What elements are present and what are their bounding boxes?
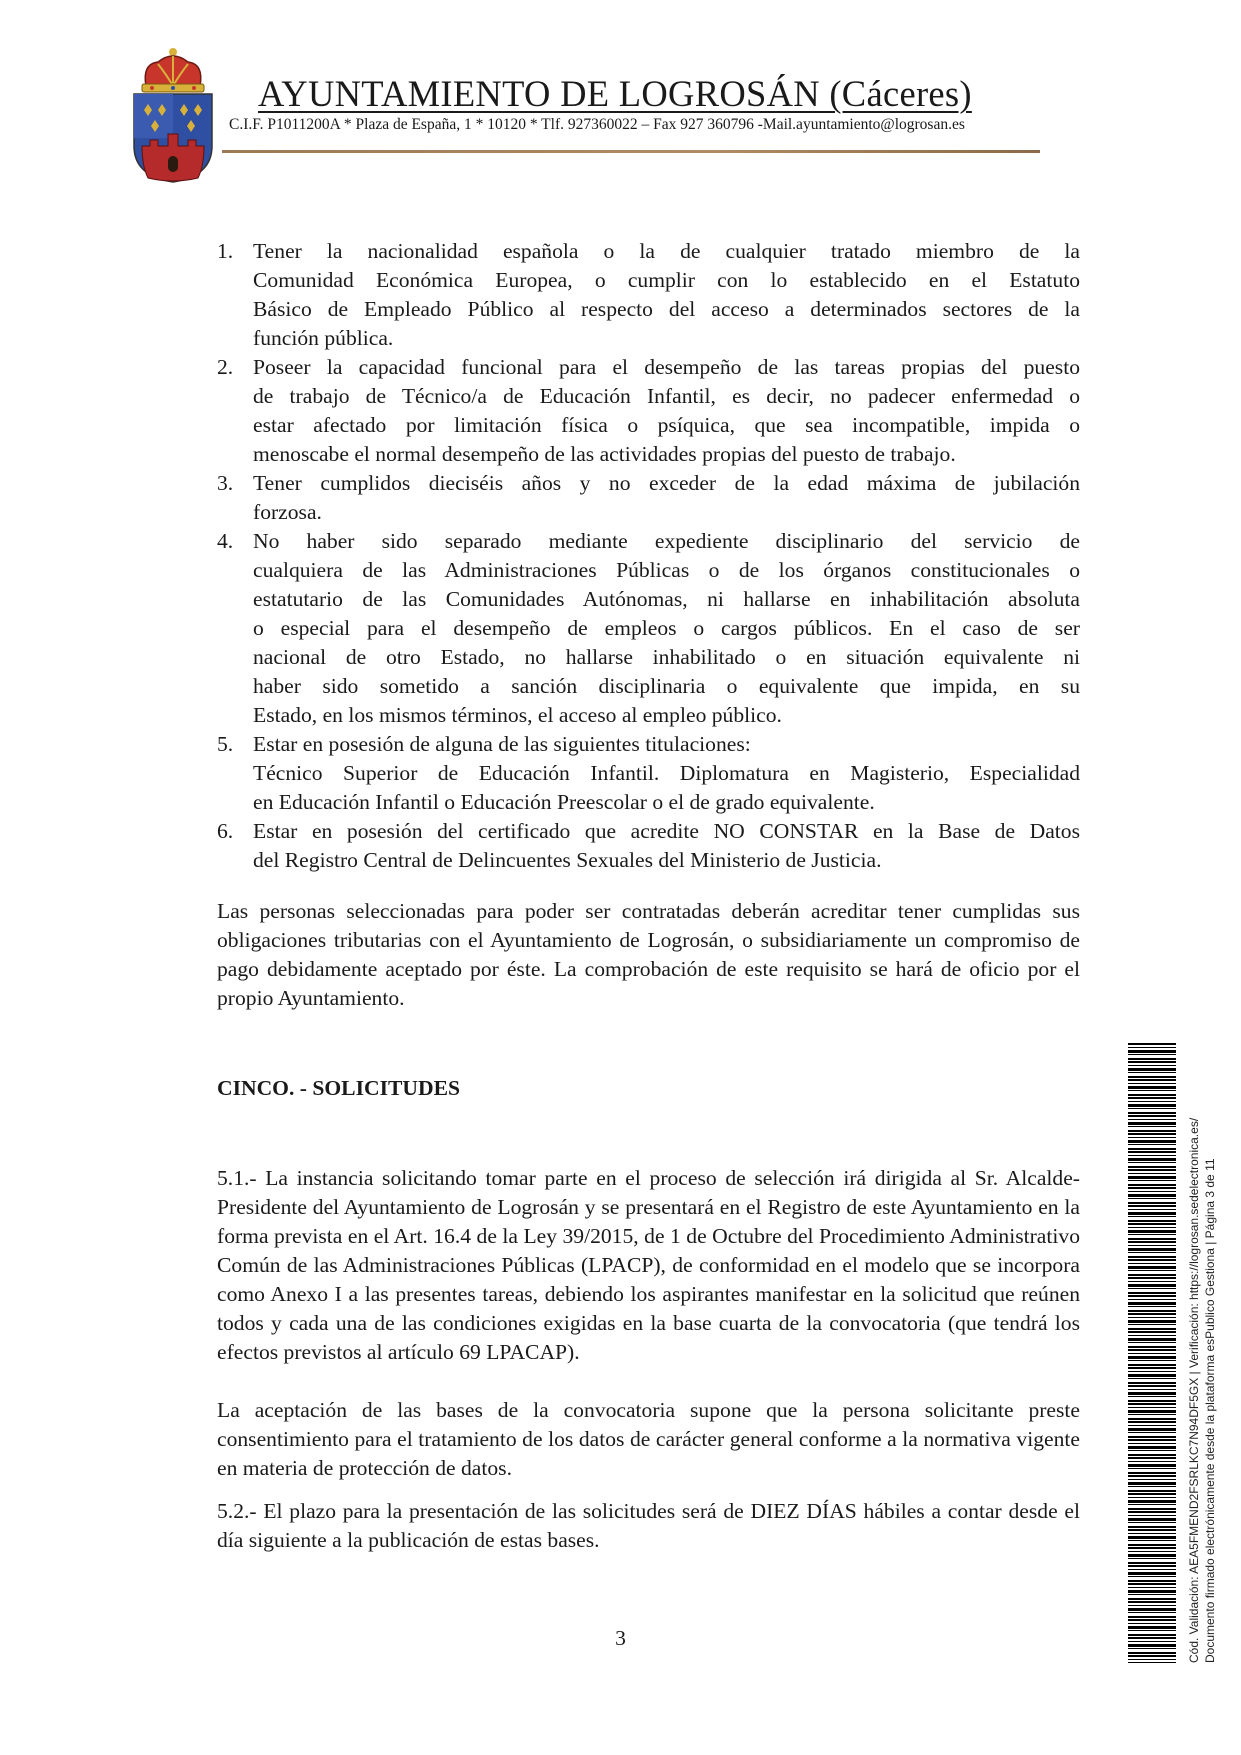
text-line: estatutario de las Comunidades Autónomas, ni hallarse en inhabilitación absoluta [253,587,1080,611]
page-number: 3 [615,1626,626,1650]
verification-stamp [1186,1043,1218,1663]
list-item [217,469,1080,527]
municipality-contact: C.I.F. P1011200A * Plaza de España, 1 * 10120 * Tlf. 927360022 – Fax 927 360796 -Mail.ayuntamiento@logrosan.es [229,116,965,133]
consent-paragraph: La aceptación de las bases de la convocatoria supone que la persona solicitante preste consentimiento para el tratamiento de los datos de carácter general conforme a la normativa vigente en materia de protección de datos. [217,1398,1080,1480]
list-item-text [253,527,1080,730]
list-item [217,527,1080,730]
list-item-number: 3. [217,471,234,495]
text-line: estar afectado por limitación física o psíquica, que sea incompatible, impida o [253,413,1080,437]
list-item-text [253,469,1080,527]
list-item-number: 5. [217,732,234,756]
text-line: del Registro Central de Delincuentes Sexuales del Ministerio de Justicia. [253,848,882,872]
municipality-title: AYUNTAMIENTO DE LOGROSÁN (Cáceres) [258,73,972,114]
text-line: de trabajo de Técnico/a de Educación Infantil, es decir, no padecer enfermedad o [253,384,1080,408]
verification-signature-line: Documento firmado electrónicamente desde la plataforma esPublico Gestiona | Página 3 de 11 [1203,1158,1217,1663]
list-item-text [253,237,1080,353]
text-line: Básico de Empleado Público al respecto del acceso a determinados sectores de la [253,297,1080,321]
text-line: en Educación Infantil o Educación Preescolar o el de grado equivalente. [253,790,875,814]
text-line: Comunidad Económica Europea, o cumplir con lo establecido en el Estatuto [253,268,1080,292]
paragraph-5-1: 5.1.- La instancia solicitando tomar parte en el proceso de selección irá dirigida al Sr. Alcalde-Presidente del Ayuntamiento de Logrosán y se presentará en el Registro de este Ayuntamiento en la forma prevista en el Art. 16.4 de la Ley 39/2015, de 1 de Octubre del Procedimiento Administrativo Común de las Administraciones Públicas (LPACP), de conformidad en el modelo que se incorpora como Anexo I a las presentes tareas, debiendo los aspirantes manifestar en la solicitud que reúnen todos y cada una de las condiciones exigidas en la base cuarta de la convocatoria (que tendrá los efectos previstos al artículo 69 LPACAP). [217,1166,1080,1364]
text-line: cualquiera de las Administraciones Públicas o de los órganos constitucionales o [253,558,1080,582]
list-item-number: 2. [217,355,234,379]
text-line: nacional de otro Estado, no hallarse inhabilitado o en situación equivalente ni [253,645,1080,669]
castle-icon [142,134,204,181]
list-item [217,817,1080,875]
text-line: Poseer la capacidad funcional para el desempeño de las tareas propias del puesto [253,355,1080,379]
paragraph-5-2: 5.2.- El plazo para la presentación de las solicitudes será de DIEZ DÍAS hábiles a contar desde el día siguiente a la publicación de estas bases. [217,1499,1080,1552]
list-item-number: 1. [217,239,234,263]
list-item-text [253,817,1080,875]
requirements-list [217,237,1080,875]
text-line: Estado, en los mismos términos, el acceso al empleo público. [253,703,782,727]
tax-obligations-paragraph: Las personas seleccionadas para poder ser contratadas deberán acreditar tener cumplidas sus obligaciones tributarias con el Ayuntamiento de Logrosán, o subsidiariamente un compromiso de pago debidamente aceptado por éste. La comprobación de este requisito se hará de oficio por el propio Ayuntamiento. [217,899,1080,1010]
section-heading: CINCO. - SOLICITUDES [217,1076,460,1100]
text-line: función pública. [253,326,394,350]
list-item-number: 4. [217,529,234,553]
list-item-text [253,730,1080,817]
text-line: Tener cumplidos dieciséis años y no exceder de la edad máxima de jubilación [253,471,1080,495]
verification-barcode [1128,1043,1176,1663]
list-item-number: 6. [217,819,234,843]
crown-icon [142,48,204,92]
text-line: haber sido sometido a sanción disciplinaria o equivalente que impida, en su [253,674,1080,698]
verification-code-line: Cód. Validación: AEA5FMEND2FSRLKC7N94DF5GX | Verificación: https://logrosan.sedelectronica.es/ [1187,1117,1201,1663]
list-item [217,353,1080,469]
text-line: Estar en posesión de alguna de las siguientes titulaciones: [253,732,751,756]
list-item [217,730,1080,817]
text-line: Tener la nacionalidad española o la de cualquier tratado miembro de la [253,239,1080,263]
list-item [217,237,1080,353]
text-line: menoscabe el normal desempeño de las actividades propias del puesto de trabajo. [253,442,956,466]
coat-of-arms-logo [128,46,218,184]
header-divider [222,150,1040,153]
list-item-text [253,353,1080,469]
text-line: o especial para el desempeño de empleos o cargos públicos. En el caso de ser [253,616,1080,640]
text-line: forzosa. [253,500,322,524]
text-line: No haber sido separado mediante expediente disciplinario del servicio de [253,529,1080,553]
text-line: Estar en posesión del certificado que acredite NO CONSTAR en la Base de Datos [253,819,1080,843]
text-line: Técnico Superior de Educación Infantil. Diplomatura en Magisterio, Especialidad [253,761,1080,785]
